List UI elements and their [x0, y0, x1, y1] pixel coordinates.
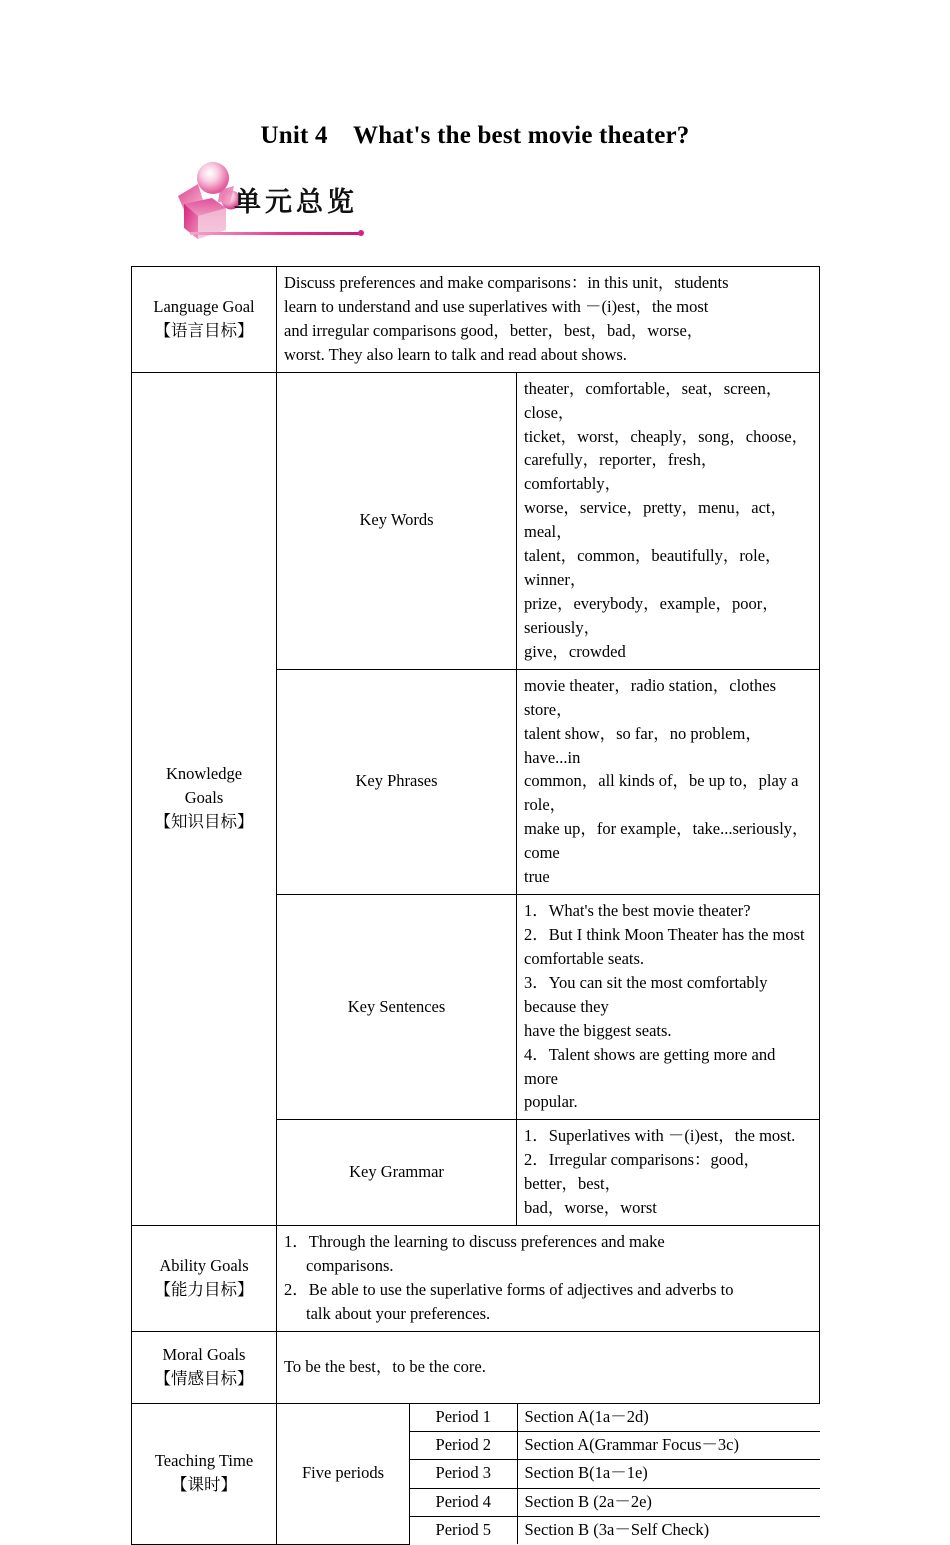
row-label-cn: 【情感目标】 [154, 1368, 254, 1388]
text-line: 3．You can sit the most comfortably because they [524, 972, 768, 1016]
text-line: give，crowded [524, 641, 626, 661]
row-label-en: Language Goal [153, 296, 255, 316]
text-line: talent，common，beautifully，role，winner， [524, 546, 782, 590]
sub-label-key-sentences: Key Sentences [277, 895, 517, 1120]
period-section: Section B (2a－2e) [517, 1488, 820, 1516]
row-label-en: Moral Goals [162, 1344, 246, 1364]
period-number: Period 1 [410, 1404, 517, 1432]
text-line: learn to understand and use superlatives with －(i)est，the most [284, 296, 709, 316]
table-row-teaching-time [132, 1403, 820, 1544]
row-label-ability-goals [132, 1226, 277, 1332]
text-line: worse，service，pretty，menu，act，meal， [524, 498, 788, 542]
text-line: movie theater，radio station，clothes store， [524, 675, 777, 719]
sub-label-key-grammar: Key Grammar [277, 1120, 517, 1226]
cell-key-words-content [517, 372, 820, 669]
text-line: true [524, 867, 550, 887]
row-label-en-line1: Knowledge [165, 764, 243, 784]
text-line: 1．Through the learning to discuss preferences and make [284, 1232, 665, 1252]
row-label-cn: 【课时】 [171, 1475, 237, 1495]
table-row-key-words [132, 372, 820, 669]
cell-language-goal-content [277, 267, 820, 373]
period-number: Period 3 [410, 1460, 517, 1488]
cell-teaching-time-summary: Five periods [277, 1403, 410, 1544]
period-section: Section A(Grammar Focus－3c) [517, 1431, 820, 1459]
row-label-moral-goals [132, 1331, 277, 1403]
row-label-knowledge-goals [132, 372, 277, 1225]
period-row [410, 1404, 820, 1432]
row-label-en-line2: Goals [184, 788, 224, 808]
period-row [410, 1431, 820, 1459]
period-section: Section B(1a－1e) [517, 1460, 820, 1488]
text-line: 1．What's the best movie theater? [524, 901, 751, 921]
table-row-language-goal [132, 267, 820, 373]
text-line: 4．Talent shows are getting more and more [524, 1044, 776, 1088]
text-line: 2．Irregular comparisons：good，better，best， [524, 1150, 760, 1194]
text-line: bad，worse，worst [524, 1198, 657, 1218]
section-heading-rule [190, 232, 362, 235]
period-row [410, 1516, 820, 1544]
cell-period-breakdown [410, 1403, 820, 1544]
text-line: theater，comfortable，seat，screen，close， [524, 378, 783, 422]
text-line: make up，for example，take...seriously，come [524, 819, 809, 863]
row-label-cn: 【语言目标】 [154, 320, 254, 340]
table-row-ability-goals [132, 1226, 820, 1332]
period-table [410, 1404, 820, 1544]
period-section: Section B (3a－Self Check) [517, 1516, 820, 1544]
row-label-en: Ability Goals [159, 1255, 249, 1275]
row-label-cn: 【知识目标】 [154, 812, 254, 832]
cell-ability-goals-content [277, 1226, 820, 1332]
text-line: comparisons. [306, 1255, 394, 1275]
text-line: common，all kinds of，be up to，play a role， [524, 771, 799, 815]
cell-moral-goals-content: To be the best，to be the core. [277, 1331, 820, 1403]
row-label-teaching-time [132, 1403, 277, 1544]
period-number: Period 4 [410, 1488, 517, 1516]
text-line: comfortable seats. [524, 948, 645, 968]
period-row [410, 1488, 820, 1516]
period-row [410, 1460, 820, 1488]
row-label-cn: 【能力目标】 [154, 1279, 254, 1299]
text-line: and irregular comparisons good，better，best，bad，worse， [284, 320, 704, 340]
text-line: carefully，reporter，fresh，comfortably， [524, 450, 718, 494]
row-label-language-goal [132, 267, 277, 373]
page-title: Unit 4 What's the best movie theater? [260, 122, 690, 149]
cell-key-phrases-content [517, 669, 820, 894]
text-line: 1．Superlatives with －(i)est，the most. [524, 1126, 796, 1146]
sub-label-key-words: Key Words [277, 372, 517, 669]
period-number: Period 5 [410, 1516, 517, 1544]
text-line: talent show，so far，no problem，have...in [524, 723, 762, 767]
text-line: 2．But I think Moon Theater has the most [524, 924, 805, 944]
row-label-en: Teaching Time [154, 1451, 254, 1471]
section-heading-rule-dot [358, 230, 364, 236]
period-section: Section A(1a－2d) [517, 1404, 820, 1432]
cell-key-sentences-content [517, 895, 820, 1120]
text-line: have the biggest seats. [524, 1020, 672, 1040]
text-line: worst. They also learn to talk and read about shows. [284, 344, 627, 364]
text-line: Discuss preferences and make comparisons：in this unit，students [284, 273, 729, 292]
unit-overview-table [131, 266, 820, 1545]
section-heading-label: 单元总览 [234, 187, 358, 218]
text-line: popular. [524, 1092, 578, 1112]
text-line: talk about your preferences. [306, 1303, 491, 1323]
text-line: prize，everybody，example，poor，seriously， [524, 593, 779, 637]
text-line: 2．Be able to use the superlative forms of adjectives and adverbs to [284, 1279, 734, 1299]
cell-key-grammar-content [517, 1120, 820, 1226]
period-number: Period 2 [410, 1431, 517, 1459]
table-row-moral-goals [132, 1331, 820, 1403]
section-heading-unit-overview [168, 160, 378, 245]
sub-label-key-phrases: Key Phrases [277, 669, 517, 894]
text-line: ticket，worst，cheaply，song，choose， [524, 426, 809, 446]
